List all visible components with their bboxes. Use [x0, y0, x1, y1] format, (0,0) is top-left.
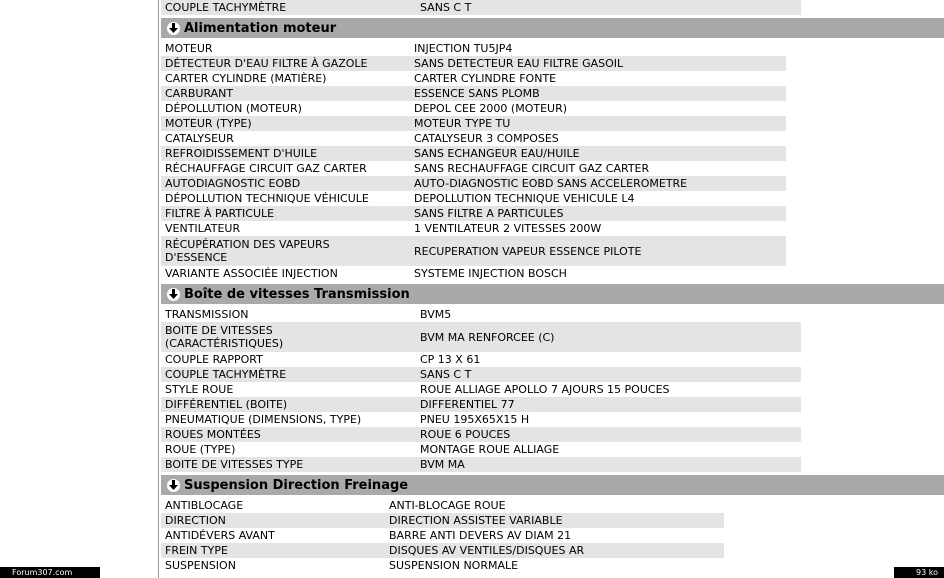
section-header-alimentation[interactable] [161, 18, 944, 38]
spec-label: CARTER CYLINDRE (MATIÈRE) [165, 72, 327, 85]
spec-value: ANTI-BLOCAGE ROUE [389, 499, 506, 512]
spec-label: DIRECTION [165, 514, 226, 527]
table-row [161, 0, 801, 15]
table-row [161, 427, 801, 442]
table-row [161, 161, 786, 176]
spec-value: SANS ECHANGEUR EAU/HUILE [414, 147, 580, 160]
spec-value: SANS C T [420, 368, 472, 381]
download-arrow-icon [167, 479, 180, 492]
spec-value: CARTER CYLINDRE FONTE [414, 72, 557, 85]
spec-value: SYSTEME INJECTION BOSCH [414, 267, 567, 280]
spec-label: BOITE DE VITESSES TYPE [165, 458, 304, 471]
table-row [161, 71, 786, 86]
download-arrow-icon [167, 22, 180, 35]
spec-label: FREIN TYPE [165, 544, 228, 557]
spec-value: DISQUES AV VENTILES/DISQUES AR [389, 544, 585, 557]
spec-content [161, 0, 944, 573]
table-row [161, 236, 786, 266]
spec-label: ANTIBLOCAGE [165, 499, 244, 512]
spec-table-alimentation [161, 41, 786, 281]
spec-label: COUPLE TACHYMÈTRE [165, 1, 287, 14]
spec-label: MOTEUR [165, 42, 213, 55]
spec-label: COUPLE TACHYMÈTRE [165, 368, 287, 381]
table-row [161, 206, 786, 221]
spec-value: ROUE ALLIAGE APOLLO 7 AJOURS 15 POUCES [420, 383, 670, 396]
download-arrow-icon [167, 288, 180, 301]
table-row [161, 116, 786, 131]
spec-value: BVM5 [420, 308, 452, 321]
spec-value: ESSENCE SANS PLOMB [414, 87, 540, 100]
spec-label: PNEUMATIQUE (DIMENSIONS, TYPE) [165, 413, 362, 426]
spec-value: PNEU 195X65X15 H [420, 413, 530, 426]
spec-table-top [161, 0, 801, 15]
table-row [161, 101, 786, 116]
spec-value: SUSPENSION NORMALE [389, 559, 519, 572]
table-row [161, 176, 786, 191]
table-row [161, 558, 724, 573]
spec-label: COUPLE RAPPORT [165, 353, 263, 366]
table-row [161, 498, 724, 513]
table-row [161, 457, 801, 472]
file-size-label: 93 ko [894, 567, 944, 578]
spec-label: FILTRE À PARTICULE [165, 207, 275, 220]
spec-value: DIRECTION ASSISTEE VARIABLE [389, 514, 563, 527]
spec-value: BVM MA RENFORCEE (C) [420, 330, 555, 344]
section-title: Alimentation moteur [184, 20, 337, 36]
table-row [161, 412, 801, 427]
table-row [161, 352, 801, 367]
table-row [161, 221, 786, 236]
spec-label: DÉPOLLUTION (MOTEUR) [165, 102, 302, 115]
table-row [161, 146, 786, 161]
table-row [161, 367, 801, 382]
spec-label: REFROIDISSEMENT D'HUILE [165, 147, 318, 160]
spec-value: BARRE ANTI DEVERS AV DIAM 21 [389, 529, 572, 542]
table-row [161, 528, 724, 543]
spec-label: SUSPENSION [165, 559, 236, 572]
table-row [161, 307, 801, 322]
spec-label: DÉPOLLUTION TECHNIQUE VÉHICULE [165, 192, 369, 205]
table-row [161, 86, 786, 101]
spec-value: RECUPERATION VAPEUR ESSENCE PILOTE [414, 244, 642, 258]
spec-label: RÉCUPÉRATION DES VAPEURS D'ESSENCE [165, 238, 330, 264]
spec-value: SANS C T [420, 1, 472, 14]
spec-value: DEPOL CEE 2000 (MOTEUR) [414, 102, 568, 115]
section-header-transmission[interactable] [161, 284, 944, 304]
table-row [161, 56, 786, 71]
site-footer-label: Forum307.com [0, 567, 100, 578]
table-row [161, 191, 786, 206]
table-row [161, 397, 801, 412]
spec-value: INJECTION TU5JP4 [414, 42, 513, 55]
table-row [161, 543, 724, 558]
spec-value: CATALYSEUR 3 COMPOSES [414, 132, 559, 145]
table-row [161, 442, 801, 457]
spec-value: AUTO-DIAGNOSTIC EOBD SANS ACCELEROMETRE [414, 177, 688, 190]
spec-table-suspension [161, 498, 724, 573]
spec-value: DIFFERENTIEL 77 [420, 398, 515, 411]
spec-value: SANS RECHAUFFAGE CIRCUIT GAZ CARTER [414, 162, 650, 175]
spec-label: MOTEUR (TYPE) [165, 117, 252, 130]
spec-label: TRANSMISSION [165, 308, 249, 321]
section-title: Suspension Direction Freinage [184, 477, 409, 493]
spec-value: MONTAGE ROUE ALLIAGE [420, 443, 560, 456]
spec-label: RÉCHAUFFAGE CIRCUIT GAZ CARTER [165, 162, 367, 175]
spec-label: DIFFÉRENTIEL (BOITE) [165, 398, 288, 411]
spec-value: SANS DETECTEUR EAU FILTRE GASOIL [414, 57, 624, 70]
table-row [161, 382, 801, 397]
spec-table-transmission [161, 307, 801, 472]
spec-value: BVM MA [420, 458, 465, 471]
table-row [161, 322, 801, 352]
spec-label: CARBURANT [165, 87, 234, 100]
spec-label: BOITE DE VITESSES (CARACTÉRISTIQUES) [165, 324, 284, 350]
spec-value: 1 VENTILATEUR 2 VITESSES 200W [414, 222, 602, 235]
spec-label: VENTILATEUR [165, 222, 241, 235]
table-row [161, 513, 724, 528]
table-row [161, 41, 786, 56]
spec-label: STYLE ROUE [165, 383, 234, 396]
spec-value: CP 13 X 61 [420, 353, 481, 366]
spec-label: DÉTECTEUR D'EAU FILTRE À GAZOLE [165, 57, 368, 70]
spec-label: VARIANTE ASSOCIÉE INJECTION [165, 267, 338, 280]
table-row [161, 266, 786, 281]
spec-value: ROUE 6 POUCES [420, 428, 511, 441]
spec-label: ANTIDÉVERS AVANT [165, 529, 275, 542]
spec-value: MOTEUR TYPE TU [414, 117, 511, 130]
spec-label: ROUE (TYPE) [165, 443, 236, 456]
table-row [161, 131, 786, 146]
section-header-suspension[interactable] [161, 475, 944, 495]
page-divider [158, 0, 159, 578]
spec-label: ROUES MONTÉES [165, 428, 261, 441]
spec-label: AUTODIAGNOSTIC EOBD [165, 177, 301, 190]
spec-label: CATALYSEUR [165, 132, 234, 145]
spec-value: DEPOLLUTION TECHNIQUE VEHICULE L4 [414, 192, 635, 205]
spec-value: SANS FILTRE A PARTICULES [414, 207, 564, 220]
section-title: Boîte de vitesses Transmission [184, 286, 410, 302]
